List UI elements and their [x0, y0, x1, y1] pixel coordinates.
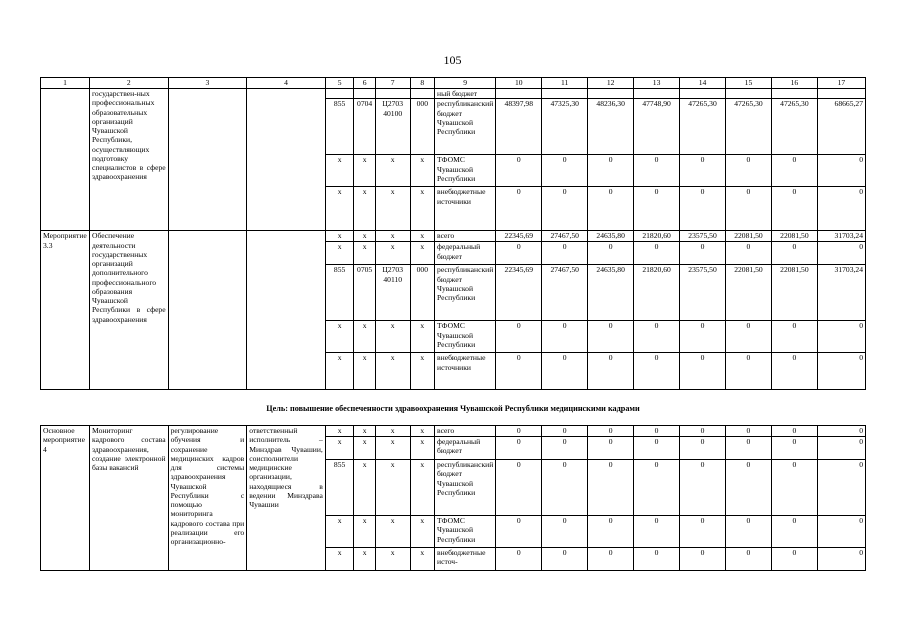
goal-heading: Цель: повышение обеспеченности здравоохранения Чувашской Республики медицинскими кадрами [266, 404, 640, 413]
code-cell-5: 855 [325, 265, 354, 321]
amount-cell: 0 [542, 426, 588, 437]
measure-number-cell: Мероприятие 3.3 [41, 231, 90, 390]
amount-cell: 0 [817, 460, 865, 516]
code-cell-7: x [375, 548, 410, 571]
amount-cell: 0 [588, 155, 634, 187]
code-cell-6: x [354, 516, 375, 548]
amount-cell: 0 [634, 548, 680, 571]
code-cell-5: x [325, 187, 354, 231]
amount-cell: 0 [634, 437, 680, 460]
funding-source-cell: федеральный бюджет [435, 242, 496, 265]
code-cell-5: x [325, 353, 354, 390]
funding-source-cell: внебюджетные источники [435, 353, 496, 390]
code-cell-7: Ц2703 40110 [375, 265, 410, 321]
amount-cell: 0 [634, 321, 680, 353]
amount-cell: 0 [817, 242, 865, 265]
funding-source-cell: всего [435, 426, 496, 437]
code-cell-5: x [325, 437, 354, 460]
code-cell-8: x [410, 155, 435, 187]
amount-cell: 0 [680, 155, 726, 187]
amount-cell: 0 [725, 548, 771, 571]
table-row [41, 89, 866, 99]
amount-cell: 24635,80 [588, 265, 634, 321]
amount-cell: 0 [680, 187, 726, 231]
amount-cell: 0 [680, 321, 726, 353]
amount-cell: 0 [588, 426, 634, 437]
amount-cell: 24635,80 [588, 231, 634, 242]
amount-cell: 0 [542, 353, 588, 390]
amount-cell: 48236,30 [588, 99, 634, 155]
amount-cell: 0 [817, 426, 865, 437]
code-cell-5: x [325, 321, 354, 353]
amount-cell: 21820,60 [634, 265, 680, 321]
amount-cell: 0 [588, 187, 634, 231]
code-cell-5: x [325, 242, 354, 265]
amount-cell: 0 [771, 437, 817, 460]
code-cell-8: x [410, 548, 435, 571]
amount-cell: 0 [542, 187, 588, 231]
amount-cell: 0 [542, 460, 588, 516]
code-cell-8: x [410, 437, 435, 460]
amount-cell: 27467,50 [542, 231, 588, 242]
funding-source-cell: федеральный бюджет [435, 437, 496, 460]
amount-cell: 0 [634, 242, 680, 265]
amount-cell: 0 [771, 155, 817, 187]
amount-cell: 31703,24 [817, 265, 865, 321]
executor-cell [247, 231, 326, 390]
amount-cell: 0 [680, 242, 726, 265]
amount-cell: 0 [817, 437, 865, 460]
amount-cell: 0 [496, 548, 542, 571]
column-number-header: 12 [588, 78, 634, 89]
amount-cell: 21820,60 [634, 231, 680, 242]
column-number-header: 17 [817, 78, 865, 89]
amount-cell: 0 [588, 437, 634, 460]
amount-cell: 68665,27 [817, 99, 865, 155]
amount-cell: 0 [817, 187, 865, 231]
amount-cell: 22345,69 [496, 231, 542, 242]
funding-source-cell: внебюджетные источники [435, 187, 496, 231]
executor-cell [247, 89, 326, 231]
code-cell-7: x [375, 155, 410, 187]
code-cell [325, 89, 354, 99]
code-cell-8: x [410, 242, 435, 265]
amount-cell: 22081,50 [725, 231, 771, 242]
code-cell-5: x [325, 231, 354, 242]
goal-cell [168, 89, 247, 231]
code-cell-7: Ц2703 40100 [375, 99, 410, 155]
table-row [41, 231, 866, 242]
code-cell-8: x [410, 353, 435, 390]
code-cell-8: x [410, 187, 435, 231]
amount-cell: 0 [771, 187, 817, 231]
measure-description-cell: Мониторинг кадрового состава здравоохранения, создание электронной базы вакансий [90, 426, 169, 571]
amount-cell: 0 [680, 516, 726, 548]
amount-cell: 0 [496, 187, 542, 231]
measure-description-cell: Обеспечение деятельности государственных организаций дополнительного профессионального образования Чувашской Республики в сфере здравоохранения [90, 231, 169, 390]
amount-cell [771, 89, 817, 99]
funding-source-cell: внебюджетные источ- [435, 548, 496, 571]
budget-table-lower [40, 425, 866, 571]
amount-cell: 47265,30 [771, 99, 817, 155]
code-cell-8: 000 [410, 265, 435, 321]
amount-cell: 0 [496, 460, 542, 516]
code-cell [410, 89, 435, 99]
code-cell-7: x [375, 231, 410, 242]
code-cell-6: x [354, 321, 375, 353]
amount-cell: 0 [725, 353, 771, 390]
amount-cell [680, 89, 726, 99]
code-cell-7: x [375, 187, 410, 231]
amount-cell: 0 [588, 321, 634, 353]
budget-table-upper [40, 77, 866, 390]
amount-cell: 0 [496, 426, 542, 437]
funding-source-cell: республиканский бюджет Чувашской Республики [435, 265, 496, 321]
amount-cell: 0 [588, 516, 634, 548]
amount-cell: 0 [496, 437, 542, 460]
page-number: 105 [443, 53, 462, 67]
amount-cell: 27467,50 [542, 265, 588, 321]
amount-cell: 0 [725, 321, 771, 353]
amount-cell: 0 [496, 155, 542, 187]
amount-cell: 0 [725, 187, 771, 231]
amount-cell: 0 [542, 516, 588, 548]
code-cell-8: x [410, 321, 435, 353]
amount-cell: 0 [542, 155, 588, 187]
funding-source-cell: ТФОМС Чувашской Республики [435, 516, 496, 548]
code-cell-5: 855 [325, 99, 354, 155]
column-number-header: 7 [375, 78, 410, 89]
code-cell-5: 855 [325, 460, 354, 516]
amount-cell [542, 89, 588, 99]
amount-cell [817, 89, 865, 99]
code-cell-6: x [354, 231, 375, 242]
amount-cell: 0 [771, 321, 817, 353]
amount-cell: 0 [634, 460, 680, 516]
code-cell-8: x [410, 516, 435, 548]
column-number-header: 1 [41, 78, 90, 89]
amount-cell: 0 [771, 353, 817, 390]
amount-cell: 0 [496, 516, 542, 548]
code-cell-6: 0704 [354, 99, 375, 155]
funding-source-cell: всего [435, 231, 496, 242]
column-number-header: 13 [634, 78, 680, 89]
amount-cell: 0 [817, 353, 865, 390]
amount-cell: 0 [725, 460, 771, 516]
amount-cell: 31703,24 [817, 231, 865, 242]
table-row [41, 426, 866, 437]
code-cell-5: x [325, 548, 354, 571]
amount-cell: 0 [542, 548, 588, 571]
amount-cell: 0 [817, 548, 865, 571]
amount-cell: 0 [634, 516, 680, 548]
code-cell-7: x [375, 321, 410, 353]
amount-cell: 47748,90 [634, 99, 680, 155]
amount-cell: 0 [725, 242, 771, 265]
code-cell-7: x [375, 516, 410, 548]
column-number-header: 2 [90, 78, 169, 89]
column-number-header: 6 [354, 78, 375, 89]
amount-cell: 0 [542, 437, 588, 460]
column-number-header: 11 [542, 78, 588, 89]
code-cell-7: x [375, 353, 410, 390]
goal-cell [168, 231, 247, 390]
amount-cell: 22081,50 [725, 265, 771, 321]
amount-cell [588, 89, 634, 99]
amount-cell: 22081,50 [771, 265, 817, 321]
code-cell-8: 000 [410, 99, 435, 155]
amount-cell [634, 89, 680, 99]
code-cell-8: x [410, 460, 435, 516]
amount-cell: 0 [725, 437, 771, 460]
amount-cell: 0 [496, 242, 542, 265]
amount-cell: 0 [817, 155, 865, 187]
amount-cell: 0 [680, 437, 726, 460]
code-cell-5: x [325, 426, 354, 437]
amount-cell: 0 [771, 516, 817, 548]
code-cell-6: x [354, 437, 375, 460]
code-cell-7: x [375, 426, 410, 437]
measure-number-cell [41, 89, 90, 231]
amount-cell: 22081,50 [771, 231, 817, 242]
amount-cell: 0 [588, 548, 634, 571]
amount-cell: 0 [771, 460, 817, 516]
amount-cell: 0 [588, 353, 634, 390]
funding-source-cell: республиканский бюджет Чувашской Республики [435, 99, 496, 155]
code-cell-8: x [410, 426, 435, 437]
code-cell-7: x [375, 242, 410, 265]
column-number-header: 4 [247, 78, 326, 89]
code-cell-7: x [375, 460, 410, 516]
column-number-header: 15 [725, 78, 771, 89]
funding-source-cell: ТФОМС Чувашской Республики [435, 321, 496, 353]
code-cell-6: x [354, 155, 375, 187]
amount-cell: 0 [725, 155, 771, 187]
amount-cell: 0 [634, 353, 680, 390]
amount-cell [496, 89, 542, 99]
amount-cell: 0 [771, 426, 817, 437]
amount-cell: 0 [634, 187, 680, 231]
column-number-header: 8 [410, 78, 435, 89]
amount-cell: 0 [680, 353, 726, 390]
funding-source-cell: ный бюджет [435, 89, 496, 99]
code-cell-8: x [410, 231, 435, 242]
amount-cell: 0 [542, 321, 588, 353]
amount-cell: 47265,30 [725, 99, 771, 155]
amount-cell: 0 [817, 321, 865, 353]
amount-cell: 0 [771, 548, 817, 571]
goal-cell: регулирование обучения и сохранение медицинских кадров для системы здравоохранения Чувашской Республики с помощью мониторинга кадрового состава при реализации его организационно- [168, 426, 247, 571]
code-cell [375, 89, 410, 99]
amount-cell: 0 [634, 155, 680, 187]
amount-cell: 0 [496, 321, 542, 353]
amount-cell: 0 [817, 516, 865, 548]
amount-cell: 0 [542, 242, 588, 265]
amount-cell: 48397,98 [496, 99, 542, 155]
amount-cell: 0 [588, 460, 634, 516]
column-number-header: 14 [680, 78, 726, 89]
amount-cell: 0 [725, 516, 771, 548]
amount-cell: 23575,50 [680, 231, 726, 242]
code-cell-6: x [354, 426, 375, 437]
executor-cell: ответственный исполнитель – Минздрав Чувашии, соисполнители медицинские организации, находящиеся в ведении Минздрава Чувашии [247, 426, 326, 571]
code-cell-6: x [354, 460, 375, 516]
code-cell-6: x [354, 548, 375, 571]
funding-source-cell: ТФОМС Чувашской Республики [435, 155, 496, 187]
code-cell-6: 0705 [354, 265, 375, 321]
column-number-header: 3 [168, 78, 247, 89]
column-number-header: 5 [325, 78, 354, 89]
code-cell-5: x [325, 516, 354, 548]
code-cell [354, 89, 375, 99]
code-cell-6: x [354, 187, 375, 231]
column-number-header: 16 [771, 78, 817, 89]
measure-number-cell: Основное мероприятие 4 [41, 426, 90, 571]
amount-cell [725, 89, 771, 99]
measure-description-cell: государствен-ных профессиональных образовательных организаций Чувашской Республики, осуществляющих подготовку специалистов в сфере здравоохранения [90, 89, 169, 231]
amount-cell: 0 [588, 242, 634, 265]
amount-cell: 47325,30 [542, 99, 588, 155]
column-number-row [41, 78, 866, 89]
code-cell-6: x [354, 242, 375, 265]
code-cell-7: x [375, 437, 410, 460]
amount-cell: 22345,69 [496, 265, 542, 321]
code-cell-5: x [325, 155, 354, 187]
amount-cell: 0 [680, 426, 726, 437]
amount-cell: 0 [680, 460, 726, 516]
amount-cell: 23575,50 [680, 265, 726, 321]
amount-cell: 0 [680, 548, 726, 571]
code-cell-6: x [354, 353, 375, 390]
column-number-header: 10 [496, 78, 542, 89]
amount-cell: 0 [725, 426, 771, 437]
amount-cell: 0 [496, 353, 542, 390]
funding-source-cell: республиканский бюджет Чувашской Республики [435, 460, 496, 516]
amount-cell: 0 [771, 242, 817, 265]
column-number-header: 9 [435, 78, 496, 89]
amount-cell: 0 [634, 426, 680, 437]
amount-cell: 47265,30 [680, 99, 726, 155]
